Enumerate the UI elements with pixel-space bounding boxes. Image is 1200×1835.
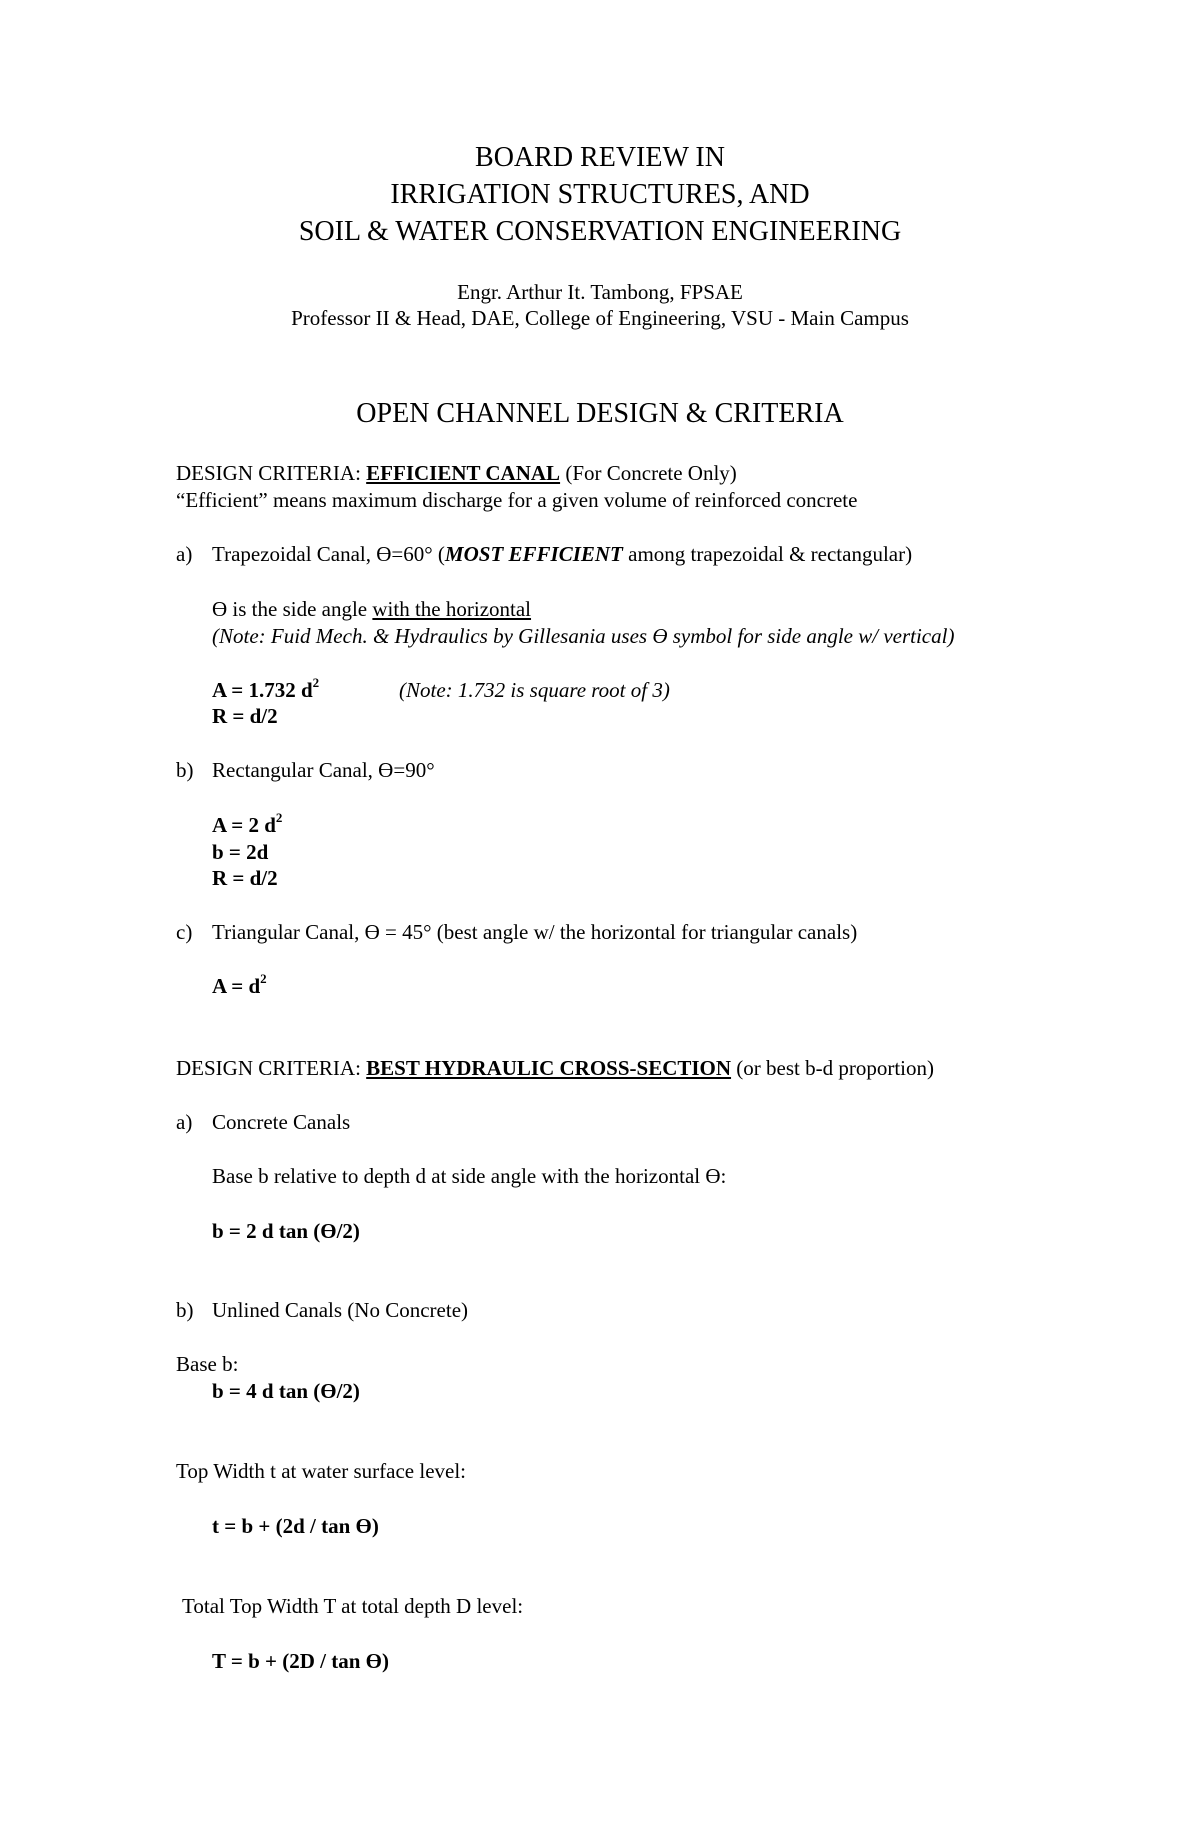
item-text-tail: among trapezoidal & rectangular) [622,542,913,566]
formula-base-concrete: b = 2 d tan (ϴ/2) [212,1219,360,1243]
title-line-2: IRRIGATION STRUCTURES, AND [390,179,810,210]
item-emphasis: MOST EFFICIENT [444,542,623,566]
formula-exponent: 2 [275,810,283,825]
formula-hydraulic-radius: R = d/2 [212,704,278,728]
top-width-label: Top Width t at water surface level: [176,1459,467,1483]
criteria-suffix: (For Concrete Only) [560,461,737,485]
theta-text: ϴ is the side angle [212,597,373,621]
formula-exponent: 2 [260,971,267,986]
base-label: Base b: [176,1352,239,1376]
item-marker: a) [176,542,193,566]
theta-definition [212,597,531,621]
criteria-prefix: DESIGN CRITERIA: [176,461,367,485]
criteria-suffix: (or best b-d proportion) [731,1056,935,1080]
formula-text: A = 2 d [212,813,276,837]
section-title: OPEN CHANNEL DESIGN & CRITERIA [356,398,844,429]
item-marker: b) [176,758,194,782]
unlined-canals-item: Unlined Canals (No Concrete) [212,1298,469,1322]
formula-base-unlined: b = 4 d tan (ϴ/2) [212,1379,360,1403]
trapezoidal-canal-item [212,542,912,566]
author-affiliation: Professor II & Head, DAE, College of Engineering, VSU - Main Campus [291,306,909,330]
title-line-1: BOARD REVIEW IN [475,142,725,173]
criteria-prefix: DESIGN CRITERIA: [176,1056,367,1080]
total-top-width-label: Total Top Width T at total depth D level: [182,1594,524,1618]
item-marker: c) [176,920,193,944]
base-description: Base b relative to depth d at side angle with the horizontal ϴ: [212,1164,727,1188]
formula-area [212,810,283,837]
formula-note: (Note: 1.732 is square root of 3) [399,678,670,702]
formula-area [212,675,320,702]
formula-text: A = d [212,974,261,998]
theta-note: (Note: Fuid Mech. & Hydraulics by Gillesania uses ϴ symbol for side angle w/ vertical) [212,624,955,648]
item-marker: a) [176,1110,193,1134]
title-line-3: SOIL & WATER CONSERVATION ENGINEERING [298,216,902,247]
efficient-definition: “Efficient” means maximum discharge for a given volume of reinforced concrete [176,488,858,512]
theta-underlined: with the horizontal [372,597,532,621]
formula-area [212,971,267,998]
item-marker: b) [176,1298,194,1322]
formula-top-width: t = b + (2d / tan ϴ) [212,1514,379,1538]
triangular-canal-item: Triangular Canal, ϴ = 45° (best angle w/ the horizontal for triangular canals) [212,920,858,944]
concrete-canals-item: Concrete Canals [212,1110,351,1134]
author-name: Engr. Arthur It. Tambong, FPSAE [457,280,743,304]
rectangular-canal-item: Rectangular Canal, ϴ=90° [212,758,435,782]
item-text: Trapezoidal Canal, ϴ=60° ( [212,542,445,566]
formula-base: b = 2d [212,840,269,864]
formula-total-top-width: T = b + (2D / tan ϴ) [212,1649,389,1673]
formula-hydraulic-radius: R = d/2 [212,866,278,890]
criteria-title: EFFICIENT CANAL [366,461,561,485]
criteria-title: BEST HYDRAULIC CROSS-SECTION [366,1056,732,1080]
hydraulic-criteria-heading [176,1056,934,1080]
formula-text: A = 1.732 d [212,678,313,702]
efficient-criteria-heading [176,461,737,485]
formula-exponent: 2 [312,675,320,690]
